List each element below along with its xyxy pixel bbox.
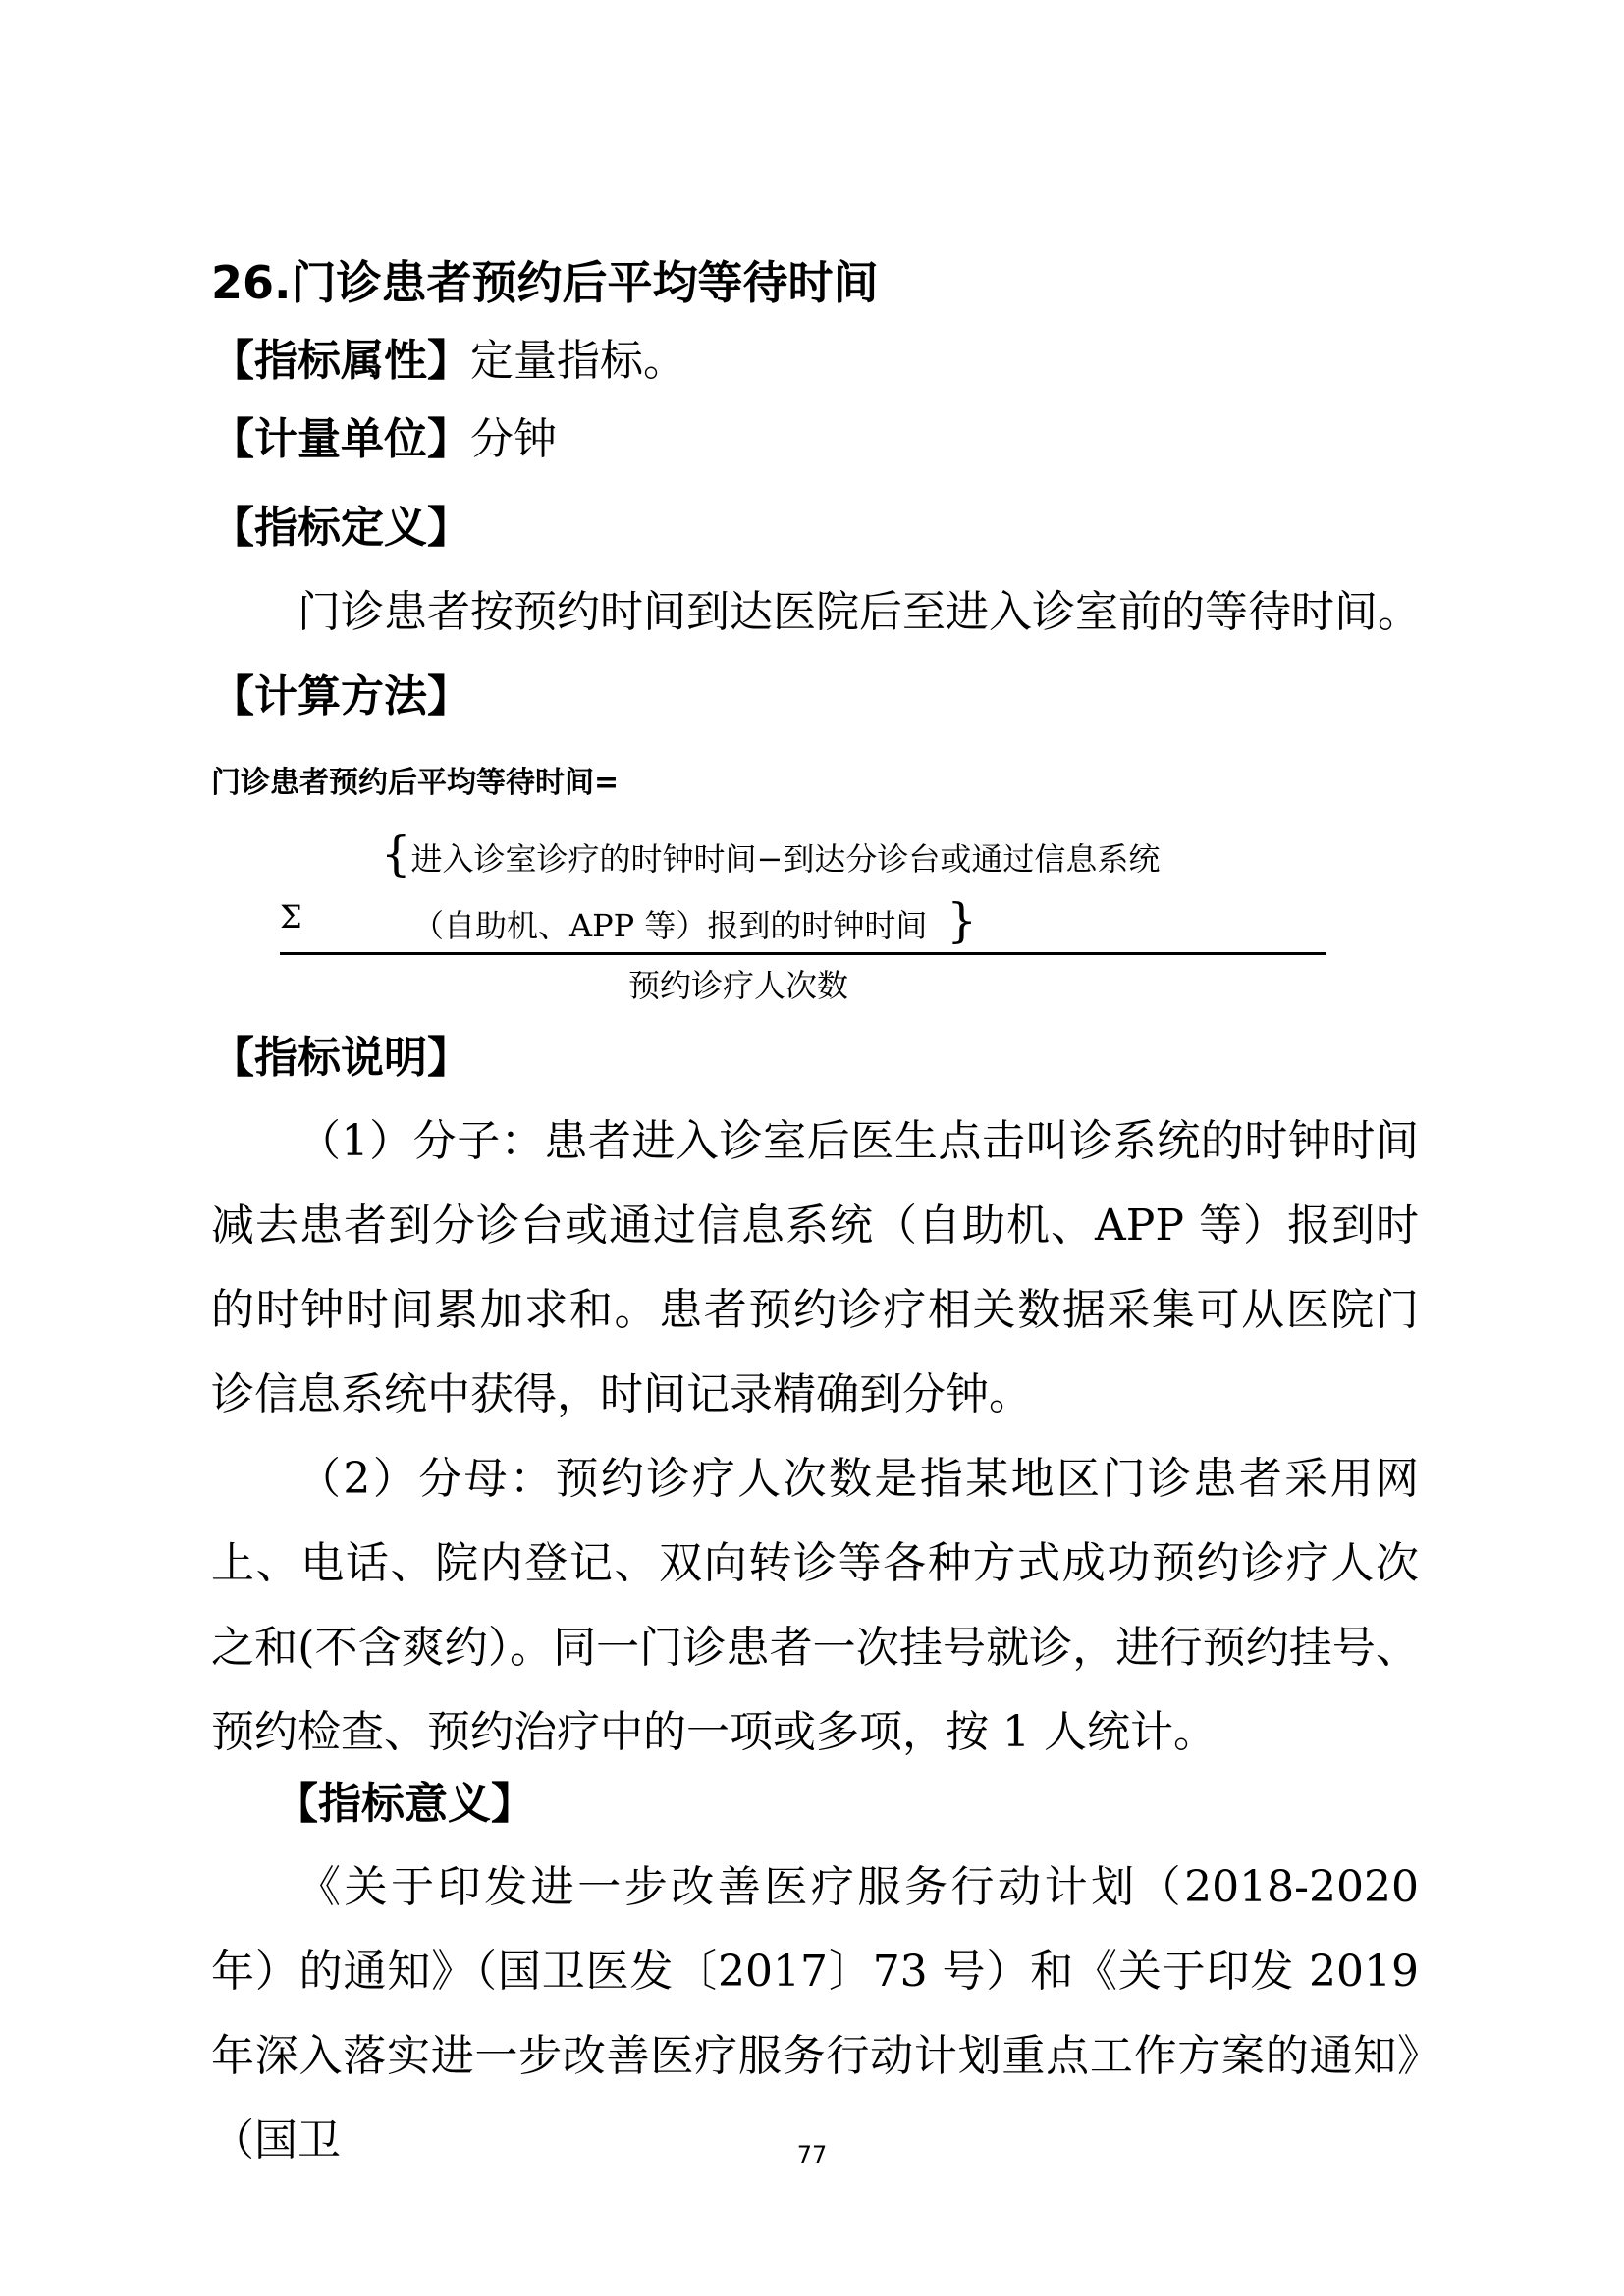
definition-heading [211, 499, 470, 558]
significance-label: 【指标意义】 [275, 1779, 534, 1829]
definition-label: 【指标定义】 [211, 503, 470, 553]
unit-row [211, 410, 557, 469]
attribute-row [211, 332, 686, 391]
formula-lhs: 门诊患者预约后平均等待时间= [211, 766, 620, 800]
formula-denominator: 预约诊疗人次数 [628, 967, 849, 1004]
definition-text: 门诊患者按预约时间到达医院后至进入诊室前的等待时间。 [298, 587, 1421, 637]
close-brace: } [947, 893, 977, 948]
significance-paragraph-1: 《关于印发进一步改善医疗服务行动计划（2018-2020 年）的通知》（国卫医发〔2017〕73 号）和《关于印发 2019 年深入落实进一步改善医疗服务行动计划重点工作方案的通知》（国卫 [211, 1862, 1419, 2165]
numerator-text-1: 进入诊室诊疗的时钟时间−到达分诊台或通过信息系统 [410, 840, 1161, 878]
sigma-symbol: Σ [280, 898, 302, 935]
page-number: 77 [796, 2141, 828, 2168]
explanation-paragraph-1: （1）分子：患者进入诊室后医生点击叫诊系统的时钟时间减去患者到分诊台或通过信息系统（自助机、APP 等）报到时的时钟时间累加求和。患者预约诊疗相关数据采集可从医院门诊信息系统中获得，时间记录精确到分钟。 [211, 1116, 1419, 1419]
fraction-bar [280, 952, 1326, 955]
attribute-label: 【指标属性】 [211, 336, 470, 386]
calculation-heading [211, 667, 470, 726]
explanation-label: 【指标说明】 [211, 1033, 470, 1083]
explanation-heading [211, 1029, 470, 1088]
formula-numerator-line2 [412, 893, 977, 948]
attribute-value: 定量指标。 [470, 336, 686, 386]
numerator-text-2: （自助机、APP 等）报到的时钟时间 [412, 907, 928, 944]
unit-label: 【计量单位】 [211, 414, 470, 464]
section-title: 26.门诊患者预约后平均等待时间 [211, 256, 879, 309]
formula-numerator-line1 [381, 827, 1161, 881]
significance-heading [275, 1775, 534, 1834]
explanation-paragraph-2: （2）分母：预约诊疗人次数是指某地区门诊患者采用网上、电话、院内登记、双向转诊等各种方式成功预约诊疗人次之和(不含爽约）。同一门诊患者一次挂号就诊，进行预约挂号、预约检查、预约治疗中的一项或多项，按 1 人统计。 [211, 1454, 1419, 1757]
open-brace: { [381, 827, 411, 881]
unit-value: 分钟 [470, 414, 557, 464]
calculation-label: 【计算方法】 [211, 671, 470, 721]
